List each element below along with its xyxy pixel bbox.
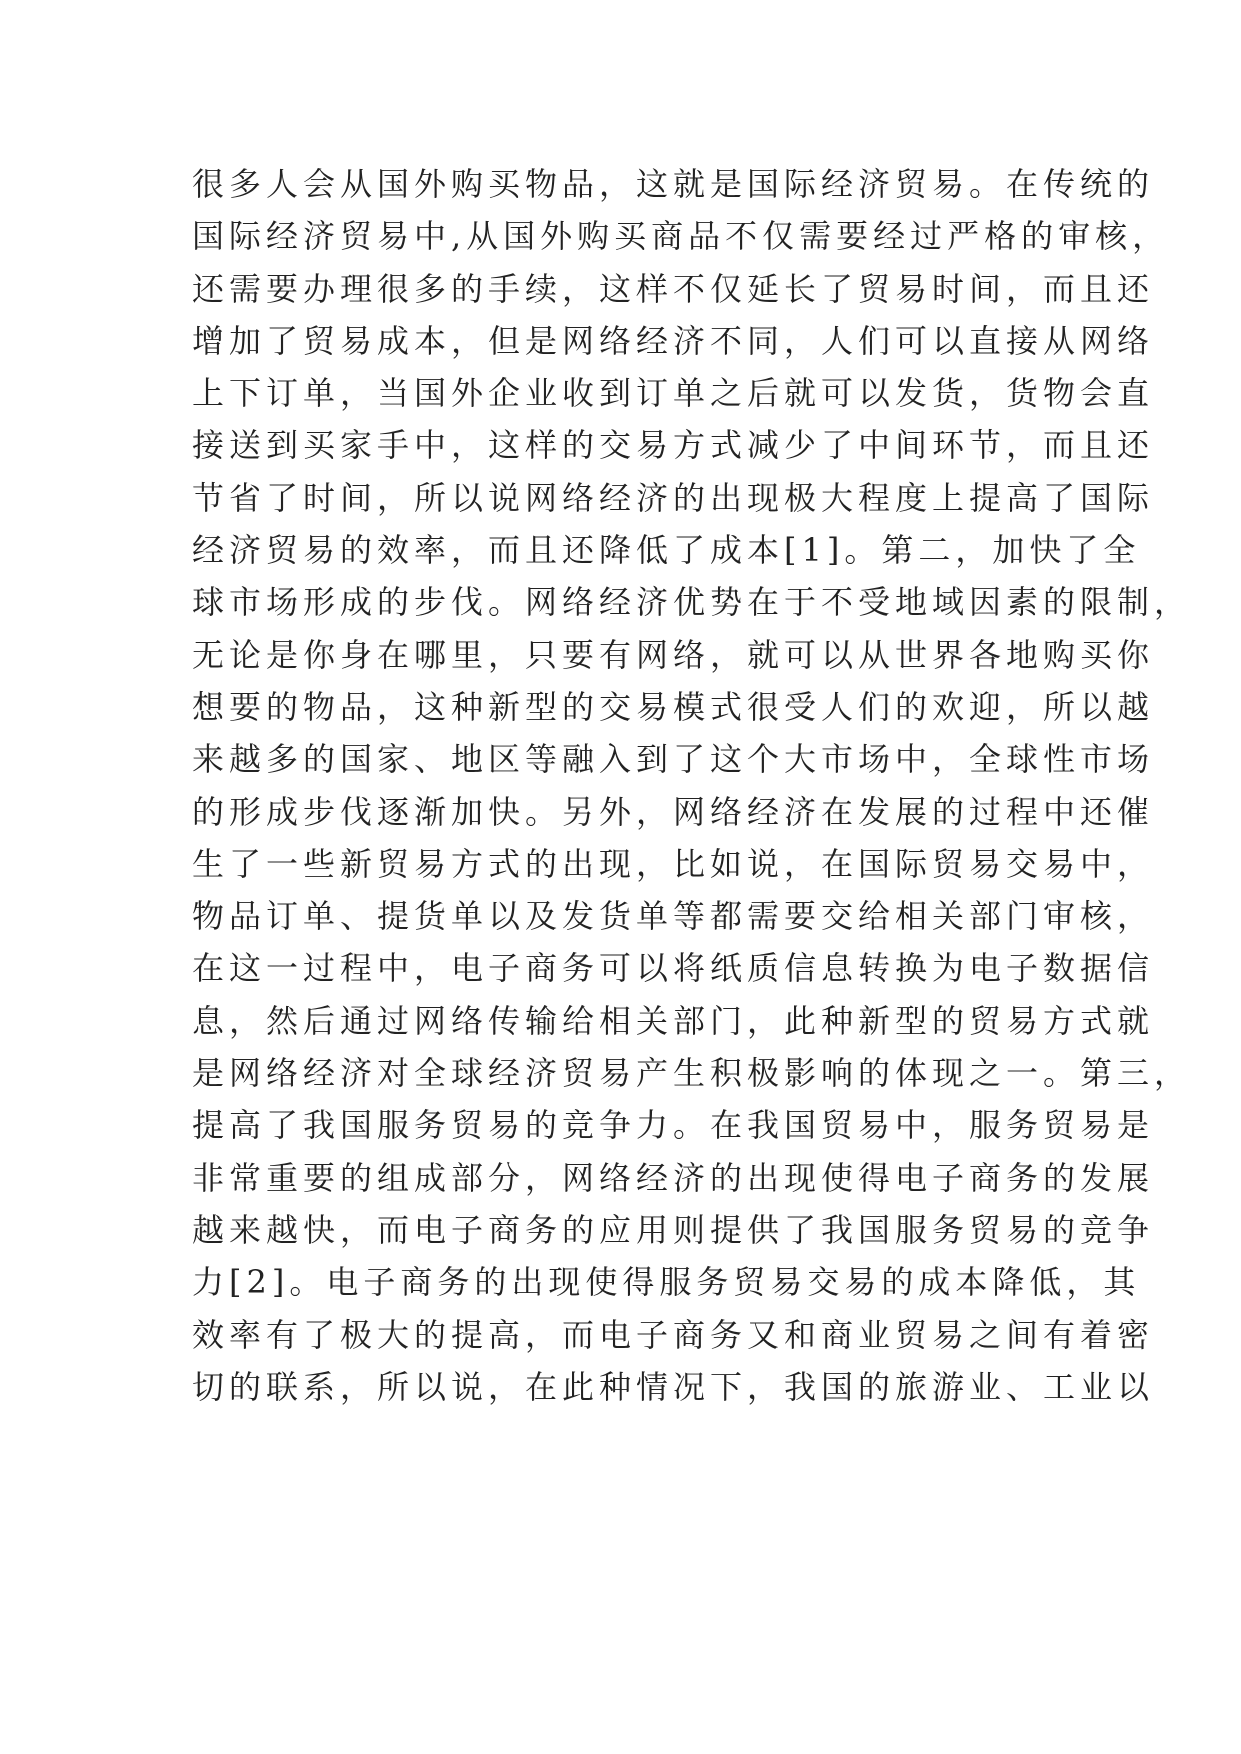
text-line: 物品订单、提货单以及发货单等都需要交给相关部门审核，	[192, 897, 1155, 936]
text-line: 力[2]。电子商务的出现使得服务贸易交易的成本降低，其	[192, 1263, 1141, 1302]
text-line: 提高了我国服务贸易的竞争力。在我国贸易中，服务贸易是	[192, 1106, 1155, 1145]
text-line: 上下订单，当国外企业收到订单之后就可以发货，货物会直	[192, 374, 1155, 413]
text-line: 球市场形成的步伐。网络经济优势在于不受地域因素的限制，	[192, 583, 1192, 622]
text-line: 越来越快，而电子商务的应用则提供了我国服务贸易的竞争	[192, 1210, 1155, 1249]
text-line: 是网络经济对全球经济贸易产生积极影响的体现之一。第三，	[192, 1054, 1192, 1093]
text-line: 还需要办理很多的手续，这样不仅延长了贸易时间，而且还	[192, 269, 1155, 308]
text-line: 在这一过程中，电子商务可以将纸质信息转换为电子数据信	[192, 949, 1155, 988]
text-line: 经济贸易的效率，而且还降低了成本[1]。第二，加快了全	[192, 531, 1141, 570]
text-line: 节省了时间，所以说网络经济的出现极大程度上提高了国际	[192, 478, 1155, 517]
text-line: 接送到买家手中，这样的交易方式减少了中间环节，而且还	[192, 426, 1155, 465]
text-line: 切的联系，所以说，在此种情况下，我国的旅游业、工业以	[192, 1367, 1155, 1406]
text-line: 非常重要的组成部分，网络经济的出现使得电子商务的发展	[192, 1158, 1155, 1197]
text-line: 效率有了极大的提高，而电子商务又和商业贸易之间有着密	[192, 1315, 1155, 1354]
text-line: 生了一些新贸易方式的出现，比如说，在国际贸易交易中，	[192, 844, 1155, 883]
text-line: 很多人会从国外购买物品，这就是国际经济贸易。在传统的	[192, 165, 1155, 203]
text-line: 息，然后通过网络传输给相关部门，此种新型的贸易方式就	[192, 1001, 1155, 1040]
text-line: 国际经济贸易中,从国外购买商品不仅需要经过严格的审核，	[192, 217, 1170, 256]
text-line: 无论是你身在哪里，只要有网络，就可以从世界各地购买你	[192, 635, 1155, 674]
text-line: 想要的物品，这种新型的交易模式很受人们的欢迎，所以越	[192, 687, 1155, 726]
body-text	[192, 158, 1192, 1413]
text-line: 的形成步伐逐渐加快。另外，网络经济在发展的过程中还催	[192, 792, 1155, 831]
text-line: 增加了贸易成本，但是网络经济不同，人们可以直接从网络	[192, 321, 1155, 360]
text-line: 来越多的国家、地区等融入到了这个大市场中，全球性市场	[192, 740, 1155, 779]
